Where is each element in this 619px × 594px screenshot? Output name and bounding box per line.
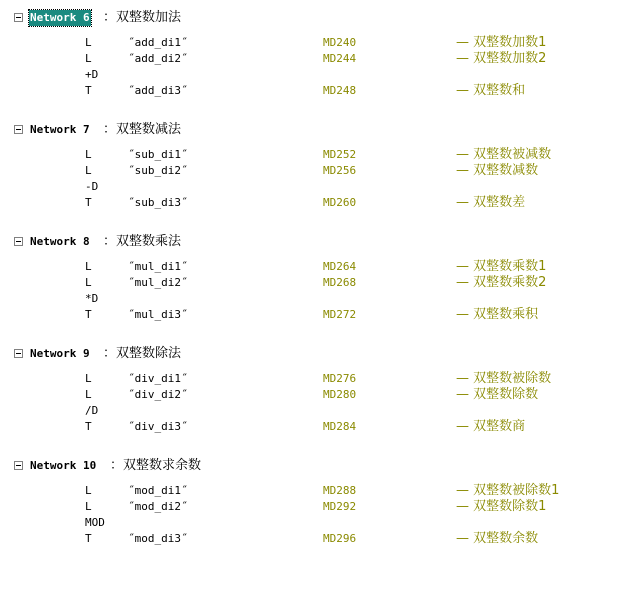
collapse-minus-icon[interactable] [14, 237, 23, 246]
stl-address: MD276 [323, 372, 357, 385]
network-header[interactable] [0, 122, 619, 138]
stl-statement-row[interactable] [0, 499, 619, 515]
stl-statement-row[interactable] [0, 483, 619, 499]
stl-statement-row[interactable] [0, 515, 619, 531]
stl-statement-row[interactable] [0, 291, 619, 307]
stl-symbol: ˝div_di2˝ [128, 388, 188, 401]
stl-instruction: L [85, 388, 92, 401]
stl-comment: — 双整数除数1 [456, 499, 547, 514]
stl-symbol: ˝mul_di2˝ [128, 276, 188, 289]
stl-address: MD292 [323, 500, 357, 513]
stl-comment: — 双整数除数 [456, 387, 539, 402]
network-title[interactable]: Network 9 [30, 347, 90, 360]
stl-instruction: L [85, 36, 92, 49]
collapse-minus-icon[interactable] [14, 461, 23, 470]
stl-instruction: -D [85, 180, 99, 193]
collapse-minus-icon[interactable] [14, 13, 23, 22]
stl-statement-row[interactable] [0, 35, 619, 51]
stl-instruction: T [85, 532, 92, 545]
stl-address: MD256 [323, 164, 357, 177]
stl-comment: — 双整数和 [456, 83, 526, 98]
network-title[interactable]: Network 10 [30, 459, 97, 472]
network-header[interactable] [0, 346, 619, 362]
stl-comment: — 双整数差 [456, 195, 526, 210]
stl-comment: — 双整数被减数 [456, 147, 552, 162]
stl-instruction: +D [85, 68, 99, 81]
stl-symbol: ˝add_di2˝ [128, 52, 188, 65]
stl-symbol: ˝add_di1˝ [128, 36, 188, 49]
stl-symbol: ˝mul_di1˝ [128, 260, 188, 273]
stl-symbol: ˝mul_di3˝ [128, 308, 188, 321]
stl-statement-row[interactable] [0, 195, 619, 211]
stl-instruction: L [85, 52, 92, 65]
stl-symbol: ˝sub_di1˝ [128, 148, 188, 161]
stl-instruction: T [85, 420, 92, 433]
collapse-minus-icon[interactable] [14, 125, 23, 134]
stl-statement-row[interactable] [0, 179, 619, 195]
stl-comment: — 双整数余数 [456, 531, 539, 546]
stl-symbol: ˝mod_di3˝ [128, 532, 188, 545]
stl-symbol: ˝div_di1˝ [128, 372, 188, 385]
stl-address: MD288 [323, 484, 357, 497]
network-title[interactable]: Network 7 [30, 123, 90, 136]
stl-instruction: L [85, 260, 92, 273]
stl-instruction: L [85, 484, 92, 497]
network-header[interactable] [0, 458, 619, 474]
collapse-minus-icon[interactable] [14, 349, 23, 358]
network-comment: ：双整数减法 [103, 122, 182, 137]
stl-statement-row[interactable] [0, 275, 619, 291]
network-comment: ：双整数乘法 [103, 234, 182, 249]
stl-address: MD296 [323, 532, 357, 545]
network-header[interactable] [0, 10, 619, 26]
stl-statement-row[interactable] [0, 163, 619, 179]
stl-symbol: ˝add_di3˝ [128, 84, 188, 97]
stl-comment: — 双整数减数 [456, 163, 539, 178]
network-title[interactable]: Network 8 [30, 235, 90, 248]
stl-comment: — 双整数乘积 [456, 307, 539, 322]
stl-statement-row[interactable] [0, 403, 619, 419]
stl-statement-row[interactable] [0, 387, 619, 403]
stl-comment: — 双整数乘数1 [456, 259, 547, 274]
stl-statement-row[interactable] [0, 531, 619, 547]
stl-statement-row[interactable] [0, 371, 619, 387]
network-comment: ：双整数加法 [103, 10, 182, 25]
stl-address: MD260 [323, 196, 357, 209]
stl-statement-row[interactable] [0, 83, 619, 99]
stl-statement-row[interactable] [0, 307, 619, 323]
stl-instruction: T [85, 196, 92, 209]
stl-instruction: L [85, 372, 92, 385]
stl-instruction: T [85, 308, 92, 321]
stl-address: MD244 [323, 52, 357, 65]
stl-comment: — 双整数被除数1 [456, 483, 560, 498]
stl-instruction: L [85, 148, 92, 161]
stl-symbol: ˝sub_di3˝ [128, 196, 188, 209]
stl-address: MD280 [323, 388, 357, 401]
stl-comment: — 双整数被除数 [456, 371, 552, 386]
stl-statement-row[interactable] [0, 67, 619, 83]
stl-statement-row[interactable] [0, 147, 619, 163]
stl-symbol: ˝div_di3˝ [128, 420, 188, 433]
network-comment: ：双整数除法 [103, 346, 182, 361]
stl-instruction: L [85, 276, 92, 289]
stl-instruction: *D [85, 292, 99, 305]
stl-statement-row[interactable] [0, 51, 619, 67]
stl-symbol: ˝mod_di1˝ [128, 484, 188, 497]
stl-instruction: MOD [85, 516, 105, 529]
stl-comment: — 双整数商 [456, 419, 526, 434]
stl-instruction: /D [85, 404, 99, 417]
network-header[interactable] [0, 234, 619, 250]
stl-address: MD248 [323, 84, 357, 97]
stl-comment: — 双整数加数1 [456, 35, 547, 50]
network-title[interactable]: Network 6 [30, 11, 90, 24]
stl-address: MD284 [323, 420, 357, 433]
stl-address: MD268 [323, 276, 357, 289]
stl-symbol: ˝sub_di2˝ [128, 164, 188, 177]
stl-statement-row[interactable] [0, 259, 619, 275]
stl-statement-row[interactable] [0, 419, 619, 435]
stl-symbol: ˝mod_di2˝ [128, 500, 188, 513]
stl-instruction: L [85, 164, 92, 177]
stl-instruction: T [85, 84, 92, 97]
stl-comment: — 双整数加数2 [456, 51, 547, 66]
stl-address: MD272 [323, 308, 357, 321]
stl-instruction: L [85, 500, 92, 513]
stl-address: MD264 [323, 260, 357, 273]
stl-address: MD240 [323, 36, 357, 49]
stl-address: MD252 [323, 148, 357, 161]
network-comment: ：双整数求余数 [110, 458, 202, 473]
stl-comment: — 双整数乘数2 [456, 275, 547, 290]
